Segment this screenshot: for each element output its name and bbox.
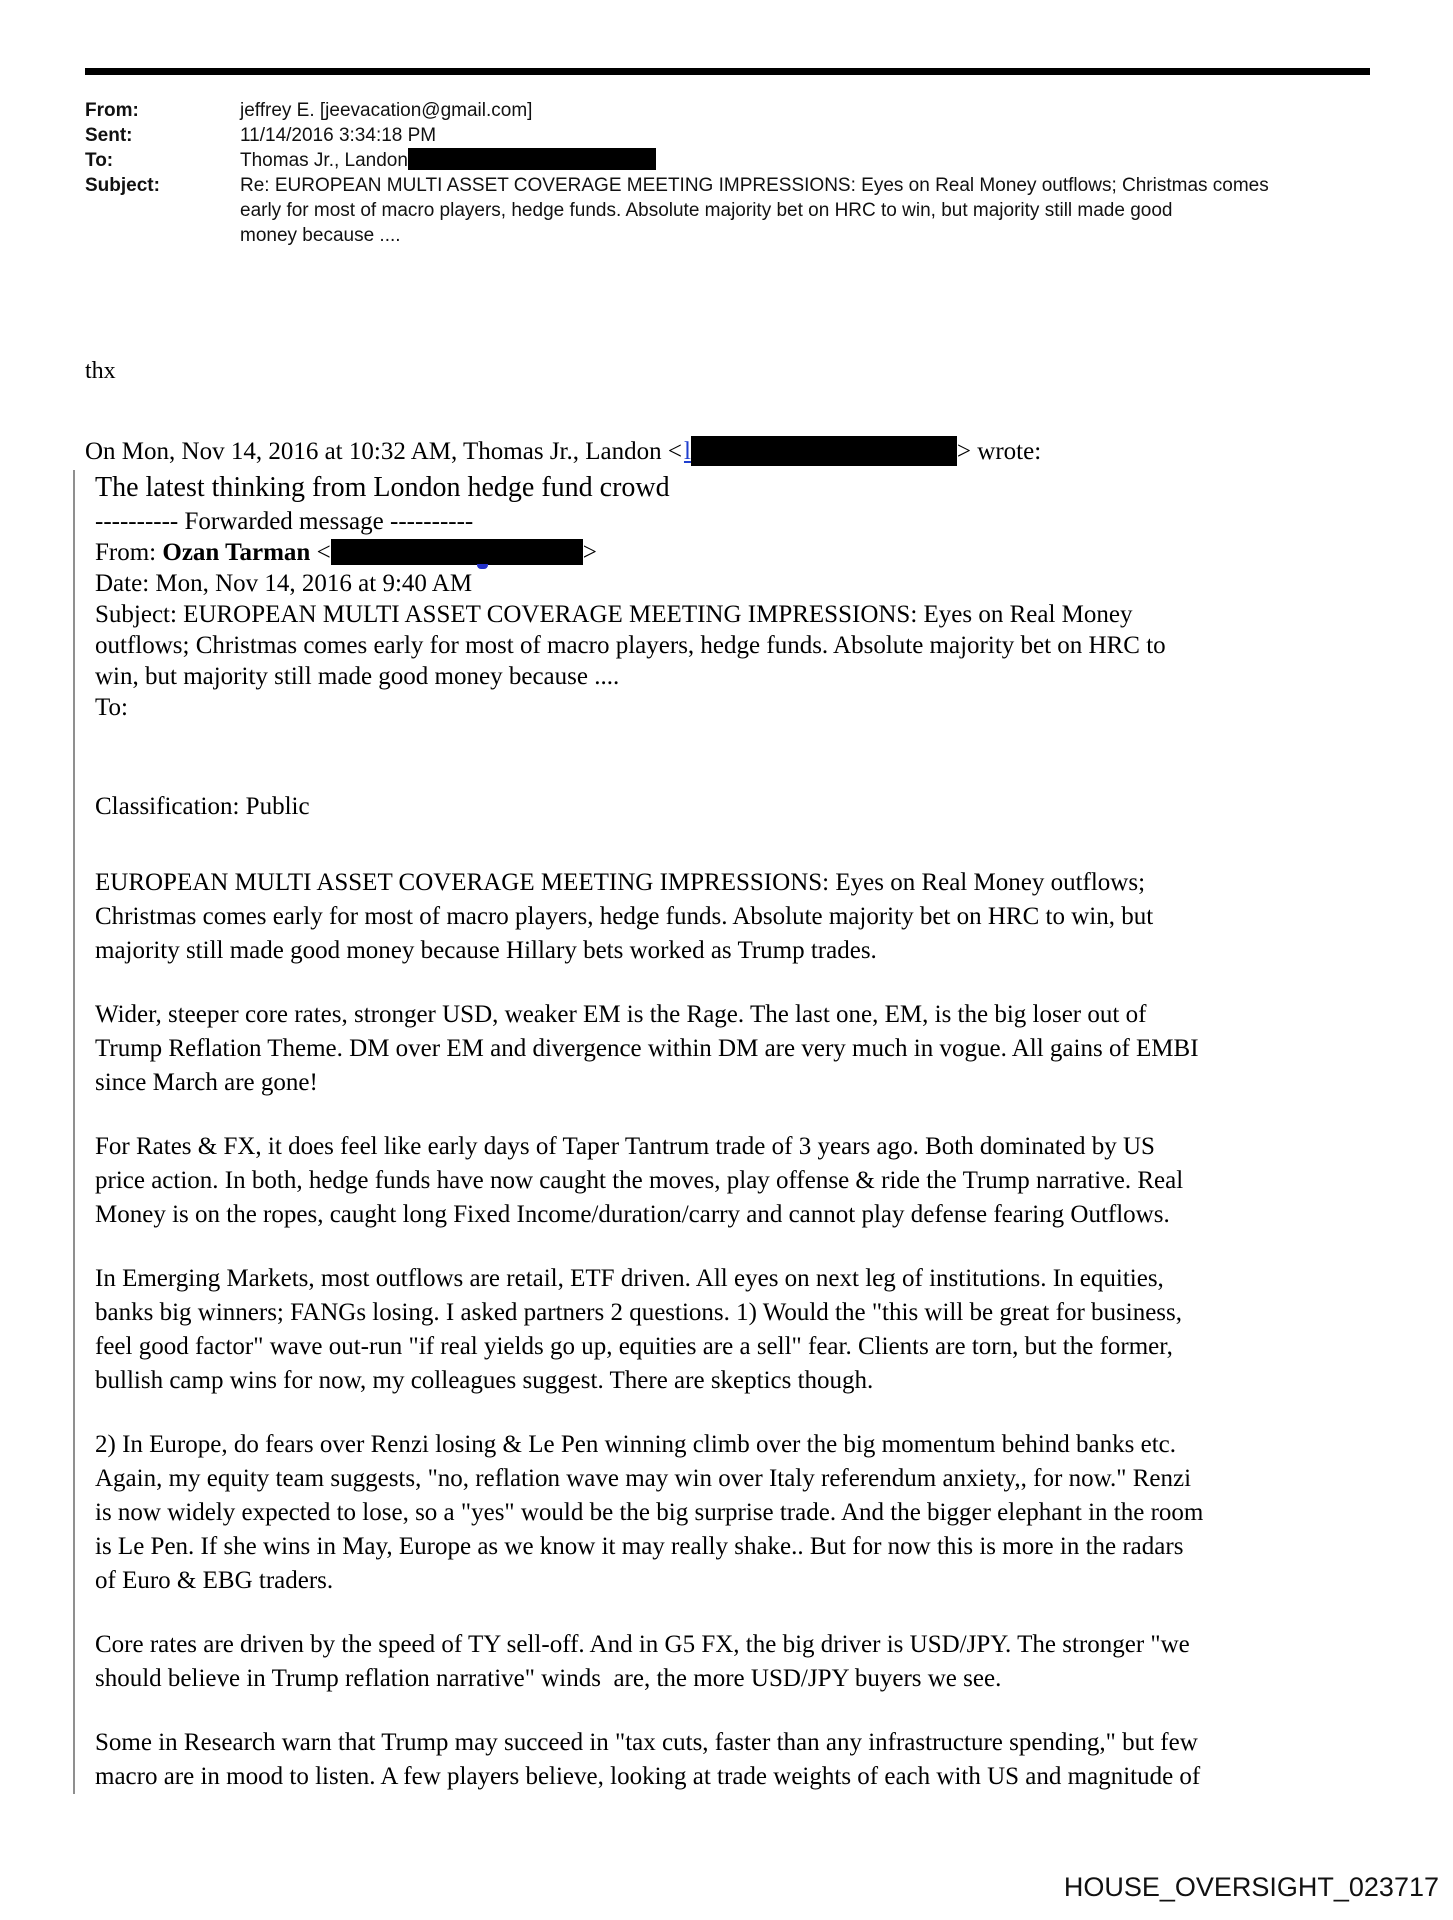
forwarded-subject-line: Subject: EUROPEAN MULTI ASSET COVERAGE MEETING IMPRESSIONS: Eyes on Real Money xyxy=(95,601,1133,628)
paragraph-line: Money is on the ropes, caught long Fixed Income/duration/carry and cannot play defense fearing Outflows. xyxy=(95,1201,1170,1228)
paragraph-line: since March are gone! xyxy=(95,1069,318,1096)
redacted-email-remnant: l xyxy=(683,438,691,465)
paragraph-line: Wider, steeper core rates, stronger USD, weaker EM is the Rage. The last one, EM, is the big loser out of xyxy=(95,1001,1147,1028)
reply-text: thx xyxy=(85,358,116,384)
email-header xyxy=(85,98,1398,248)
body-paragraph xyxy=(95,1726,1398,1794)
body-paragraph xyxy=(95,1628,1398,1696)
paragraph-line: 2) In Europe, do fears over Renzi losing & Le Pen winning climb over the big momentum behind banks etc. xyxy=(95,1431,1177,1458)
paragraph-line: should believe in Trump reflation narrative" winds are, the more USD/JPY buyers we see. xyxy=(95,1665,1002,1692)
paragraph-line: Core rates are driven by the speed of TY sell-off. And in G5 FX, the big driver is USD/JPY. The stronger "we xyxy=(95,1631,1190,1658)
forwarded-date-line: Date: Mon, Nov 14, 2016 at 9:40 AM xyxy=(95,570,473,597)
quote-intro-suffix: > wrote: xyxy=(956,438,1042,465)
paragraph-line: Christmas comes early for most of macro players, hedge funds. Absolute majority bet on HRC to win, but xyxy=(95,903,1154,930)
sender-name: Ozan Tarman xyxy=(162,539,311,566)
header-row-from xyxy=(85,98,1398,123)
forwarded-to-line: To: xyxy=(95,694,128,721)
header-row-sent xyxy=(85,123,1398,148)
paragraph-line: is now widely expected to lose, so a "yes" would be the big surprise trade. And the bigger elephant in the room xyxy=(95,1499,1204,1526)
subject-value xyxy=(240,173,1398,248)
redaction-bar-to-address xyxy=(408,148,656,170)
sent-value: 11/14/2016 3:34:18 PM xyxy=(240,125,437,146)
body-paragraph xyxy=(95,1428,1398,1598)
to-label: To: xyxy=(85,150,114,171)
paragraph-line: of Euro & EBG traders. xyxy=(95,1567,334,1594)
subject-line: early for most of macro players, hedge funds. Absolute majority bet on HRC to win, but majority still made good xyxy=(240,200,1173,221)
angle-close: > xyxy=(582,539,597,566)
sent-label: Sent: xyxy=(85,125,133,146)
quoted-message xyxy=(73,470,1398,1794)
forwarded-headline: The latest thinking from London hedge fund crowd xyxy=(95,472,670,503)
angle-open: < xyxy=(310,539,331,566)
paragraph-line: macro are in mood to listen. A few players believe, looking at trade weights of each with US and magnitude of xyxy=(95,1763,1201,1790)
subject-line: money because .... xyxy=(240,225,401,246)
subject-label: Subject: xyxy=(85,175,160,196)
to-value xyxy=(240,148,1398,173)
header-row-subject xyxy=(85,173,1398,248)
paragraph-line: bullish camp wins for now, my colleagues suggest. There are skeptics though. xyxy=(95,1367,874,1394)
paragraph-line: In Emerging Markets, most outflows are retail, ETF driven. All eyes on next leg of institutions. In equities, xyxy=(95,1265,1164,1292)
paragraph-line: is Le Pen. If she wins in May, Europe as we know it may really shake.. But for now this is more in the radars xyxy=(95,1533,1184,1560)
paragraph-line: feel good factor" wave out-run "if real yields go up, equities are a sell" fear. Clients are torn, but the former, xyxy=(95,1333,1173,1360)
blank-space xyxy=(95,723,1398,791)
paragraph-line: For Rates & FX, it does feel like early days of Taper Tantrum trade of 3 years ago. Both dominated by US xyxy=(95,1133,1155,1160)
subject-line: Re: EUROPEAN MULTI ASSET COVERAGE MEETING IMPRESSIONS: Eyes on Real Money outflows; Christmas comes xyxy=(240,175,1269,196)
from-label: From: xyxy=(85,100,139,121)
forwarded-divider: ---------- Forwarded message ---------- xyxy=(95,508,474,535)
quote-intro-prefix: On Mon, Nov 14, 2016 at 10:32 AM, Thomas Jr., Landon < xyxy=(85,438,682,465)
paragraph-line: Again, my equity team suggests, "no, reflation wave may win over Italy referendum anxiety,, for now." Renzi xyxy=(95,1465,1192,1492)
forwarded-from-line xyxy=(95,537,1398,568)
header-divider-rule xyxy=(85,68,1370,75)
quote-intro-line xyxy=(85,434,1398,470)
body-paragraph xyxy=(95,1262,1398,1398)
paragraph-line: majority still made good money because Hillary bets worked as Trump trades. xyxy=(95,937,877,964)
to-recipient-name: Thomas Jr., Landon xyxy=(240,150,408,171)
paragraph-line: Some in Research warn that Trump may succeed in "tax cuts, faster than any infrastructure spending," but few xyxy=(95,1729,1198,1756)
bates-number: HOUSE_OVERSIGHT_023717 xyxy=(1063,1872,1439,1902)
message-body xyxy=(95,866,1398,1794)
forwarded-subject-line: win, but majority still made good money because .... xyxy=(95,663,620,690)
paragraph-line: banks big winners; FANGs losing. I asked partners 2 questions. 1) Would the "this will be great for business, xyxy=(95,1299,1182,1326)
page-content xyxy=(0,68,1453,1794)
classification-line: Classification: Public xyxy=(95,793,310,820)
paragraph-line: Trump Reflation Theme. DM over EM and divergence within DM are very much in vogue. All gains of EMBI xyxy=(95,1035,1199,1062)
forwarded-from-label: From: xyxy=(95,539,163,566)
paragraph-line: price action. In both, hedge funds have now caught the moves, play offense & ride the Trump narrative. Real xyxy=(95,1167,1184,1194)
body-paragraph xyxy=(95,998,1398,1100)
redaction-underline-mark xyxy=(477,564,488,569)
forwarded-subject-line: outflows; Christmas comes early for most of macro players, hedge funds. Absolute majority bet on HRC to xyxy=(95,632,1166,659)
body-paragraph xyxy=(95,866,1398,968)
redaction-bar-intro-address xyxy=(691,436,957,466)
header-row-to xyxy=(85,148,1398,173)
body-paragraph xyxy=(95,1130,1398,1232)
redaction-bar-sender-address xyxy=(331,539,583,565)
from-value: jeffrey E. [jeevacation@gmail.com] xyxy=(240,100,533,121)
paragraph-line: EUROPEAN MULTI ASSET COVERAGE MEETING IMPRESSIONS: Eyes on Real Money outflows; xyxy=(95,869,1146,896)
